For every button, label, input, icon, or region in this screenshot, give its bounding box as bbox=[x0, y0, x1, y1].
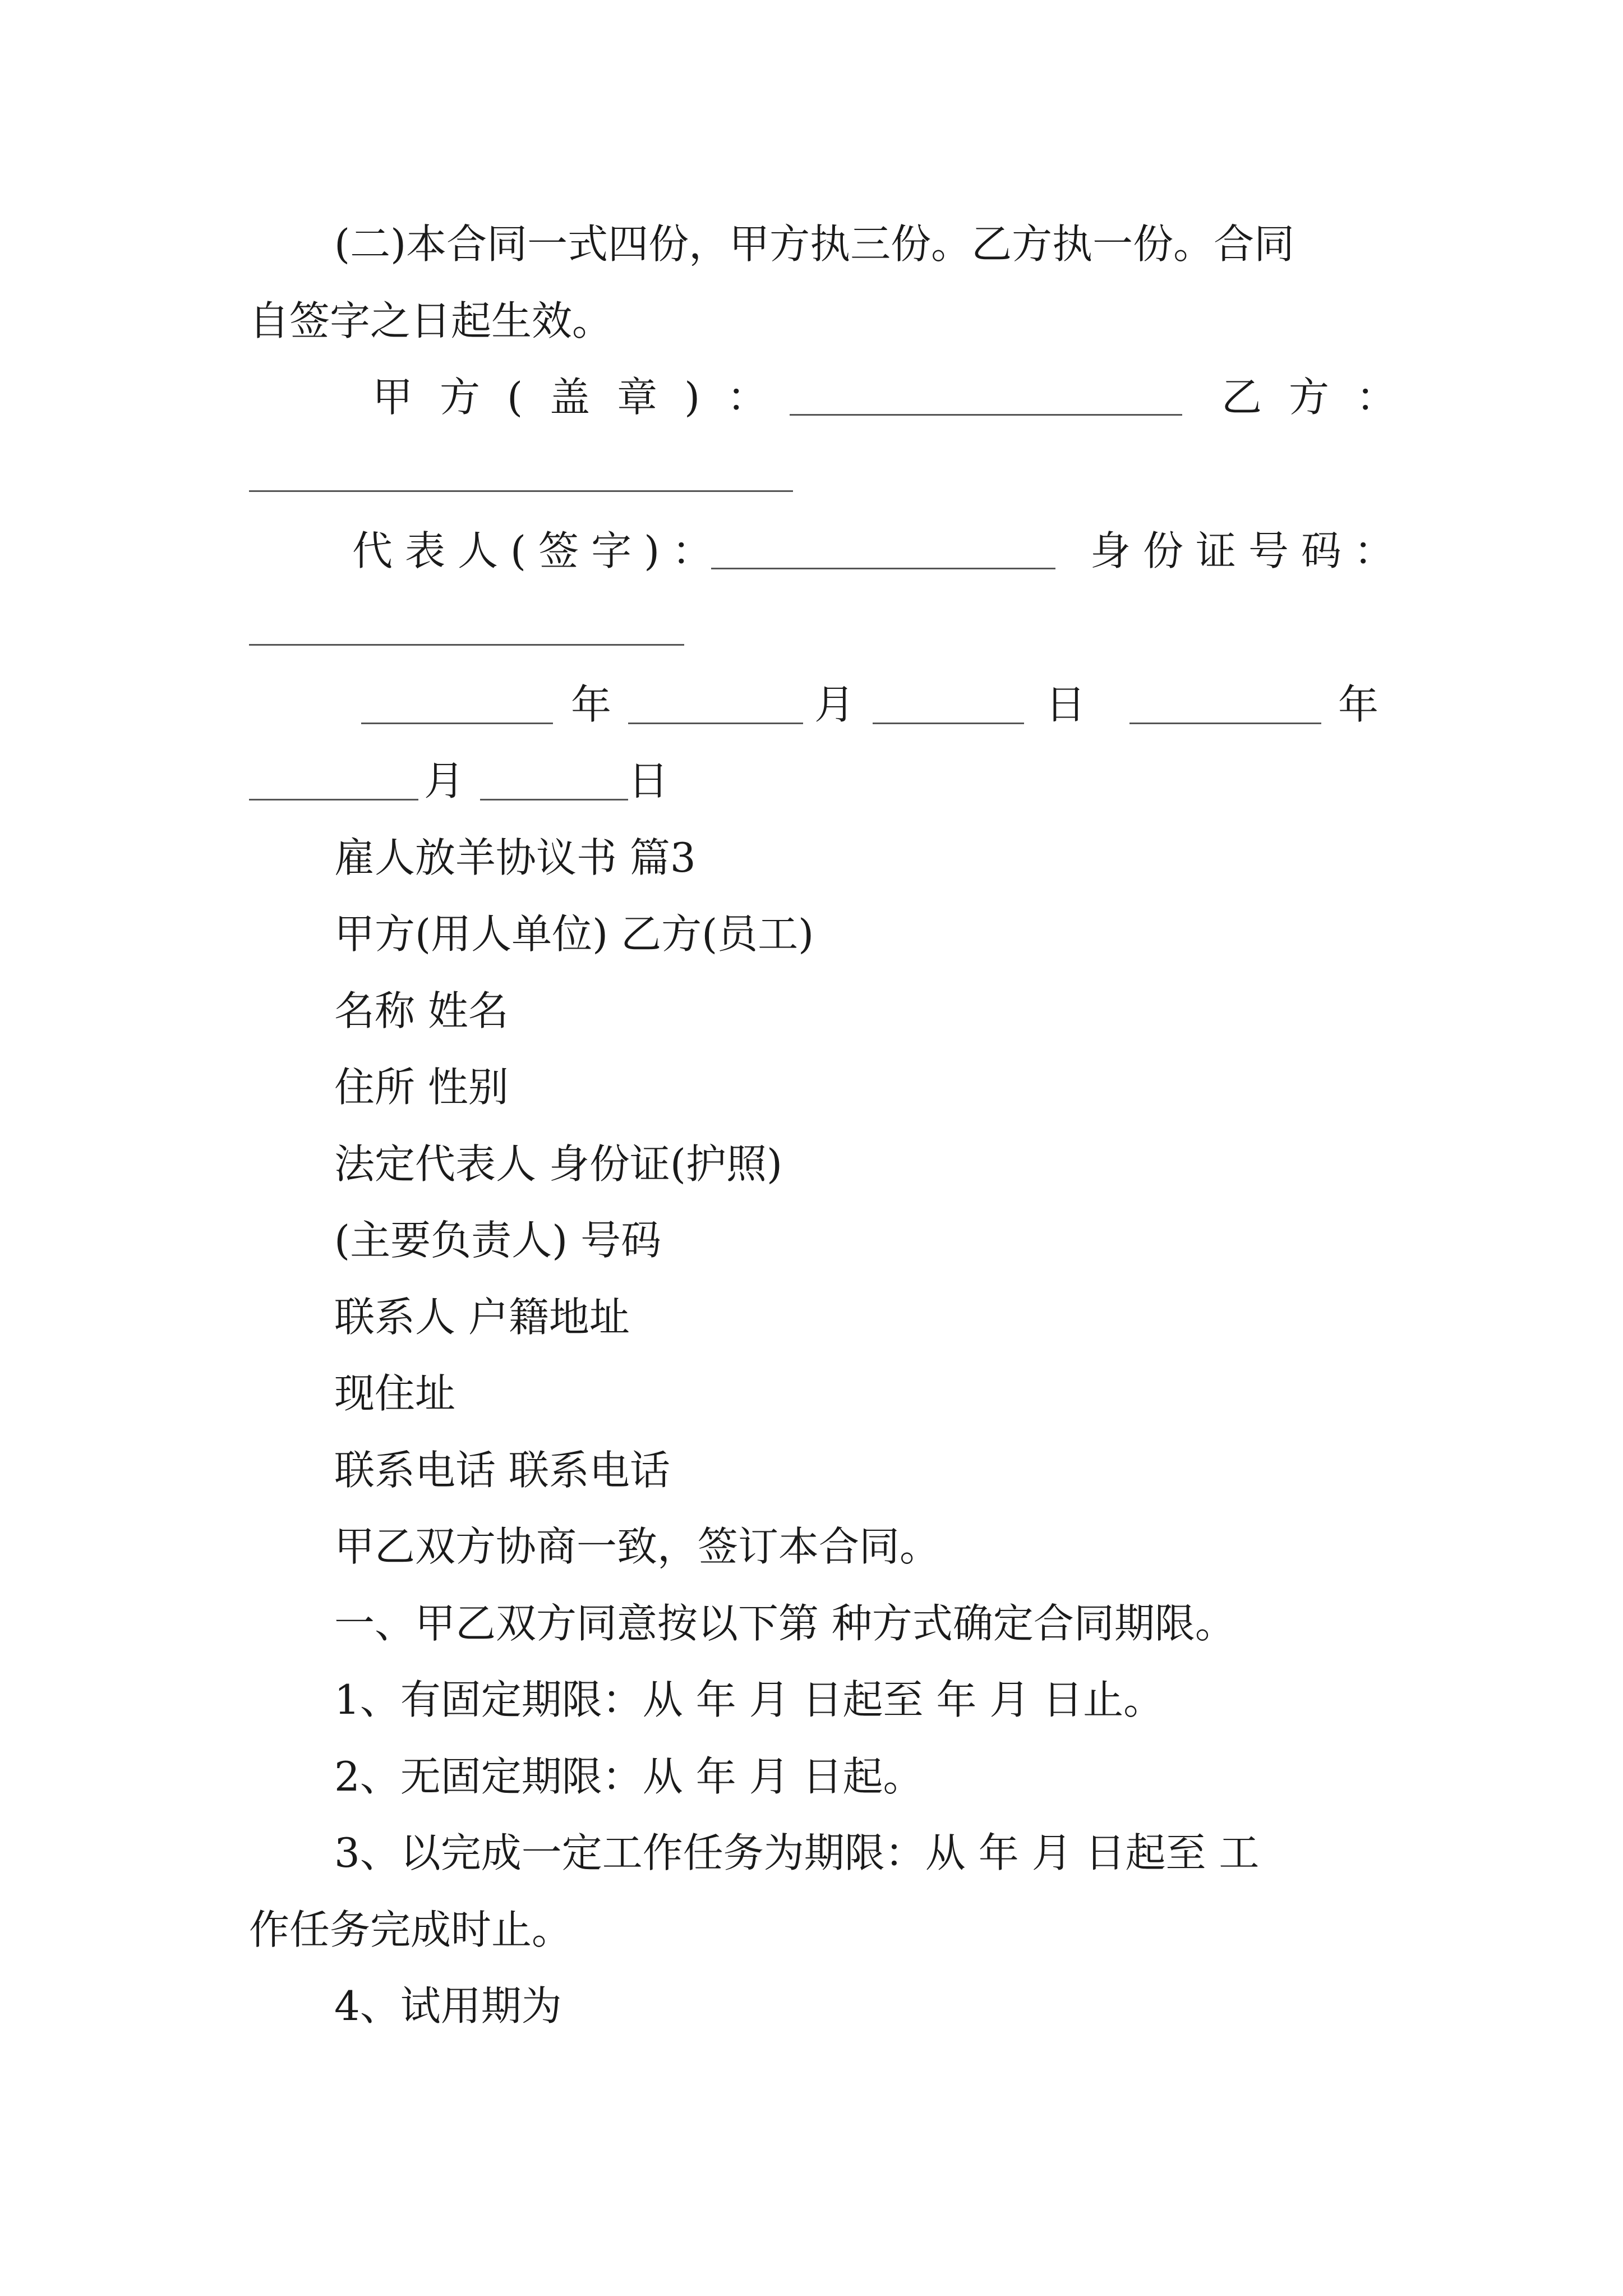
row-name: 名称 姓名 bbox=[334, 987, 509, 1034]
paragraph-copies-line2: 自签字之日起生效。 bbox=[249, 297, 613, 344]
id-number-blank bbox=[249, 644, 684, 646]
party-a-signature-blank bbox=[790, 414, 1182, 416]
section-title: 雇人放羊协议书 篇3 bbox=[334, 834, 696, 881]
date-a-month-label: 月 bbox=[814, 681, 855, 728]
row-contact-household: 联系人 户籍地址 bbox=[334, 1294, 630, 1341]
date-b-year-blank bbox=[1129, 723, 1321, 724]
date-a-day-label: 日 bbox=[1045, 681, 1086, 728]
date-a-month-blank bbox=[628, 723, 803, 724]
date-b-year-label: 年 bbox=[1338, 681, 1379, 728]
item-task-term-line2: 作任务完成时止。 bbox=[249, 1906, 573, 1953]
paragraph-agreement: 甲乙双方协商一致，签订本合同。 bbox=[334, 1523, 940, 1570]
representative-signature-blank bbox=[711, 568, 1055, 569]
date-a-year-label: 年 bbox=[571, 681, 612, 728]
party-headings: 甲方(用人单位) 乙方(员工) bbox=[334, 910, 814, 958]
date-a-day-blank bbox=[873, 723, 1024, 724]
date-b-month-label: 月 bbox=[424, 757, 465, 804]
row-principal-number: (主要负责人) 号码 bbox=[334, 1217, 662, 1264]
signature-party-b-label: 乙方： bbox=[1221, 374, 1424, 421]
item-task-term-line1: 3、以完成一定工作任务为期限：从 年 月 日起至 工 bbox=[334, 1829, 1260, 1876]
representative-signature-label: 代表人(签字)： bbox=[352, 527, 725, 574]
row-current-address: 现住址 bbox=[334, 1370, 456, 1417]
row-phone: 联系电话 联系电话 bbox=[334, 1447, 670, 1494]
clause-term-method: 一、甲乙双方同意按以下第 种方式确定合同期限。 bbox=[334, 1600, 1235, 1647]
date-b-day-blank bbox=[480, 799, 628, 800]
item-open-term: 2、无固定期限：从 年 月 日起。 bbox=[334, 1753, 924, 1800]
id-number-label: 身份证号码： bbox=[1090, 527, 1407, 574]
signature-party-a-label: 甲方(盖章)： bbox=[372, 374, 795, 421]
party-b-signature-blank bbox=[249, 490, 793, 492]
paragraph-copies-line1: (二)本合同一式四份，甲方执三份。乙方执一份。合同 bbox=[334, 220, 1295, 268]
row-address-gender: 住所 性别 bbox=[334, 1064, 509, 1111]
date-a-year-blank bbox=[361, 723, 553, 724]
date-b-month-blank bbox=[249, 799, 418, 800]
item-fixed-term: 1、有固定期限：从 年 月 日起至 年 月 日止。 bbox=[334, 1676, 1164, 1723]
item-probation: 4、试用期为 bbox=[334, 1982, 562, 2030]
date-b-day-label: 日 bbox=[628, 757, 669, 804]
row-legal-representative: 法定代表人 身份证(护照) bbox=[334, 1140, 783, 1188]
